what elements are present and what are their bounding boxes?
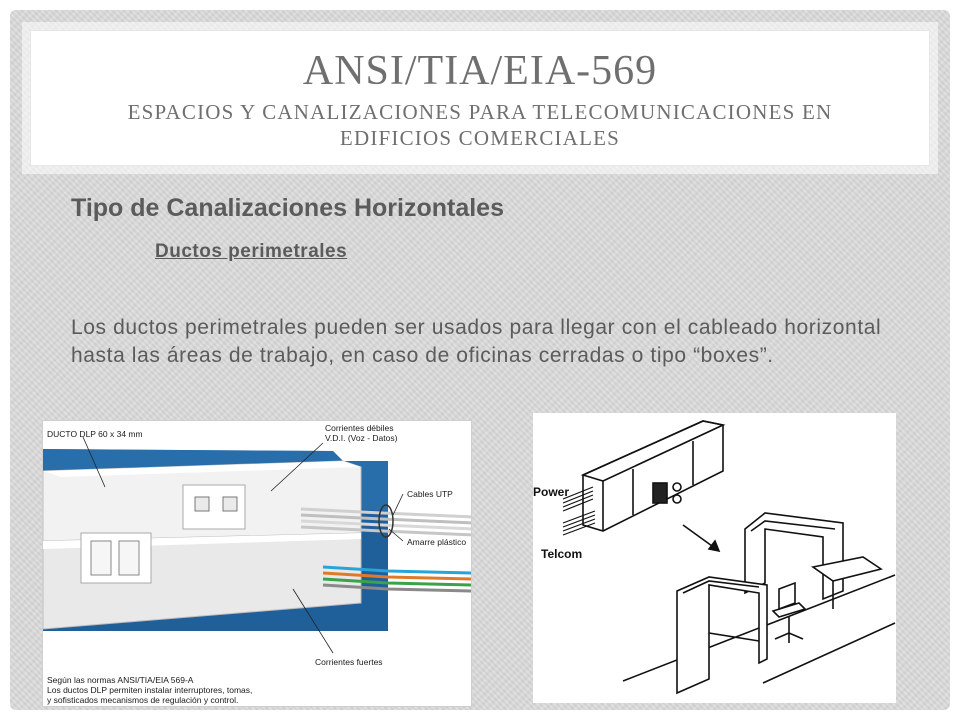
duct-outlet-3 [673, 495, 681, 503]
content-subheading: Ductos perimetrales [155, 241, 348, 262]
chair-base [775, 633, 803, 643]
content-heading: Tipo de Canalizaciones Horizontales [71, 194, 504, 222]
duct-photo-illustration [43, 421, 472, 707]
title-box [30, 30, 930, 166]
rj45-jack-2 [223, 497, 237, 511]
label-strong-currents: Corrientes fuertes [315, 657, 383, 667]
slide-subtitle-line-2: EDIFICIOS COMERCIALES [339, 126, 621, 150]
arrow-head [709, 541, 719, 551]
label-duct-size: DUCTO DLP 60 x 34 mm [47, 429, 143, 439]
power-socket-2 [119, 541, 139, 575]
caption-line-2: Los ductos DLP permiten instalar interruptores, tomas, [47, 685, 253, 695]
label-plastic-tie: Amarre plástico [407, 537, 467, 547]
cubicle-line-drawing [533, 413, 896, 703]
label-power: Power [533, 485, 570, 499]
rj45-jack-1 [195, 497, 209, 511]
label-utp-cables: Cables UTP [407, 489, 453, 499]
slide-title: ANSI/TIA/EIA-569 [302, 48, 658, 94]
content-body: Los ductos perimetrales pueden ser usados para llegar con el cableado horizontal hasta las áreas de trabajo, en caso de oficinas cerradas o tipo “boxes”. [71, 316, 882, 367]
cubicle-diagram-figure [533, 413, 896, 703]
duct-outlet-1 [653, 483, 667, 503]
caption-line-3: y sofisticados mecanismos de regulación y control. [47, 695, 239, 705]
label-weak-currents: Corrientes débiles [325, 423, 394, 433]
floor-edge-2 [763, 623, 895, 683]
slide-subtitle [31, 99, 929, 151]
power-socket-1 [91, 541, 111, 575]
label-voice-data: V.D.I. (Voz - Datos) [325, 433, 398, 443]
front-cubicle-shelf [709, 633, 759, 641]
caption-line-1: Según las normas ANSI/TIA/EIA 569-A [47, 675, 194, 685]
duct-photo-figure [42, 420, 472, 707]
slide-subtitle-line-1: ESPACIOS Y CANALIZACIONES PARA TELECOMUNICACIONES EN [127, 100, 833, 124]
perimeter-duct [583, 421, 723, 531]
label-telcom: Telcom [541, 547, 583, 561]
